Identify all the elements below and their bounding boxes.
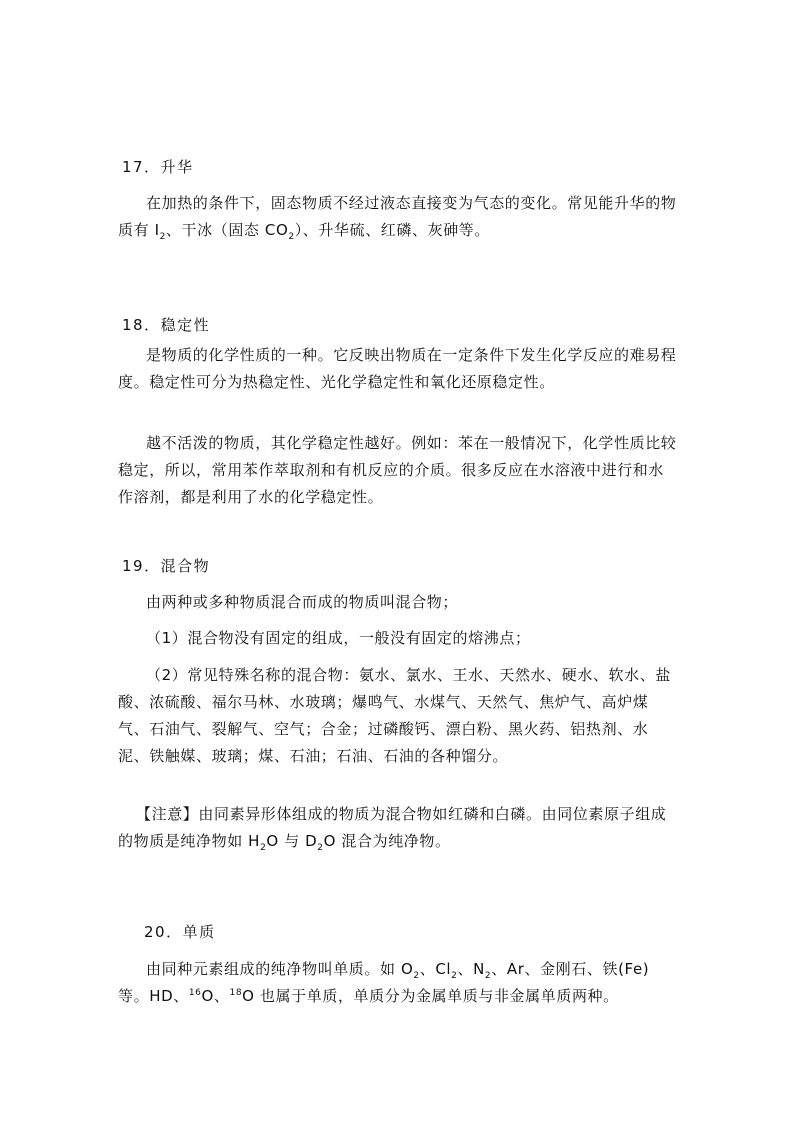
section-19-paragraph-2: （1）混合物没有固定的组成，一般没有固定的熔沸点； <box>146 629 531 647</box>
section-17-paragraph: 在加热的条件下，固态物质不经过液态直接变为气态的变化。常见能升华的物质有 $I_2$、干冰（固态 $CO_2$）、升华硫、红磷、灰砷等。 <box>118 194 677 242</box>
section-19-note: 【注意】由同素异形体组成的物质为混合物如红磷和白磷。由同位素原子组成的物质是纯净物如 $H_2O$ 与 $D_2O$ 混合为纯净物。 <box>118 805 667 853</box>
section-19-paragraph-1: 由两种或多种物质混合而成的物质叫混合物； <box>146 593 459 611</box>
section-17-title: 17．升华 <box>122 158 194 176</box>
section-20-paragraph: 由同种元素组成的纯净物叫单质。如 $O_2$、$Cl_2$、$N_2$、Ar、金刚石、铁(Fe)等。HD、$^{16}$O、$^{18}$O 也属于单质，单质分为金属单质与非金属单质两种。 <box>118 960 650 1005</box>
section-18-title: 18．稳定性 <box>122 316 211 334</box>
note-label: 【注意】 <box>136 805 199 823</box>
section-19-title: 19．混合物 <box>122 557 211 575</box>
section-20-title: 20．单质 <box>144 923 216 941</box>
section-18-paragraph-2: 越不活泼的物质，其化学稳定性越好。例如：苯在一般情况下，化学性质比较稳定，所以，常用苯作萃取剂和有机反应的介质。很多反应在水溶液中进行和水作溶剂，都是利用了水的化学稳定性。 <box>118 434 677 506</box>
section-19-paragraph-3: （2）常见特殊名称的混合物：氨水、氯水、王水、天然水、硬水、软水、盐酸、浓硫酸、福尔马林、水玻璃；爆鸣气、水煤气、天然气、焦炉气、高炉煤气、石油气、裂解气、空气；合金；过磷酸钙、漂白粉、黑火药、铝热剂、水泥、铁触媒、玻璃；煤、石油；石油、石油的各种馏分。 <box>118 666 671 765</box>
section-18-paragraph-1: 是物质的化学性质的一种。它反映出物质在一定条件下发生化学反应的难易程度。稳定性可分为热稳定性、光化学稳定性和氧化还原稳定性。 <box>118 346 677 391</box>
